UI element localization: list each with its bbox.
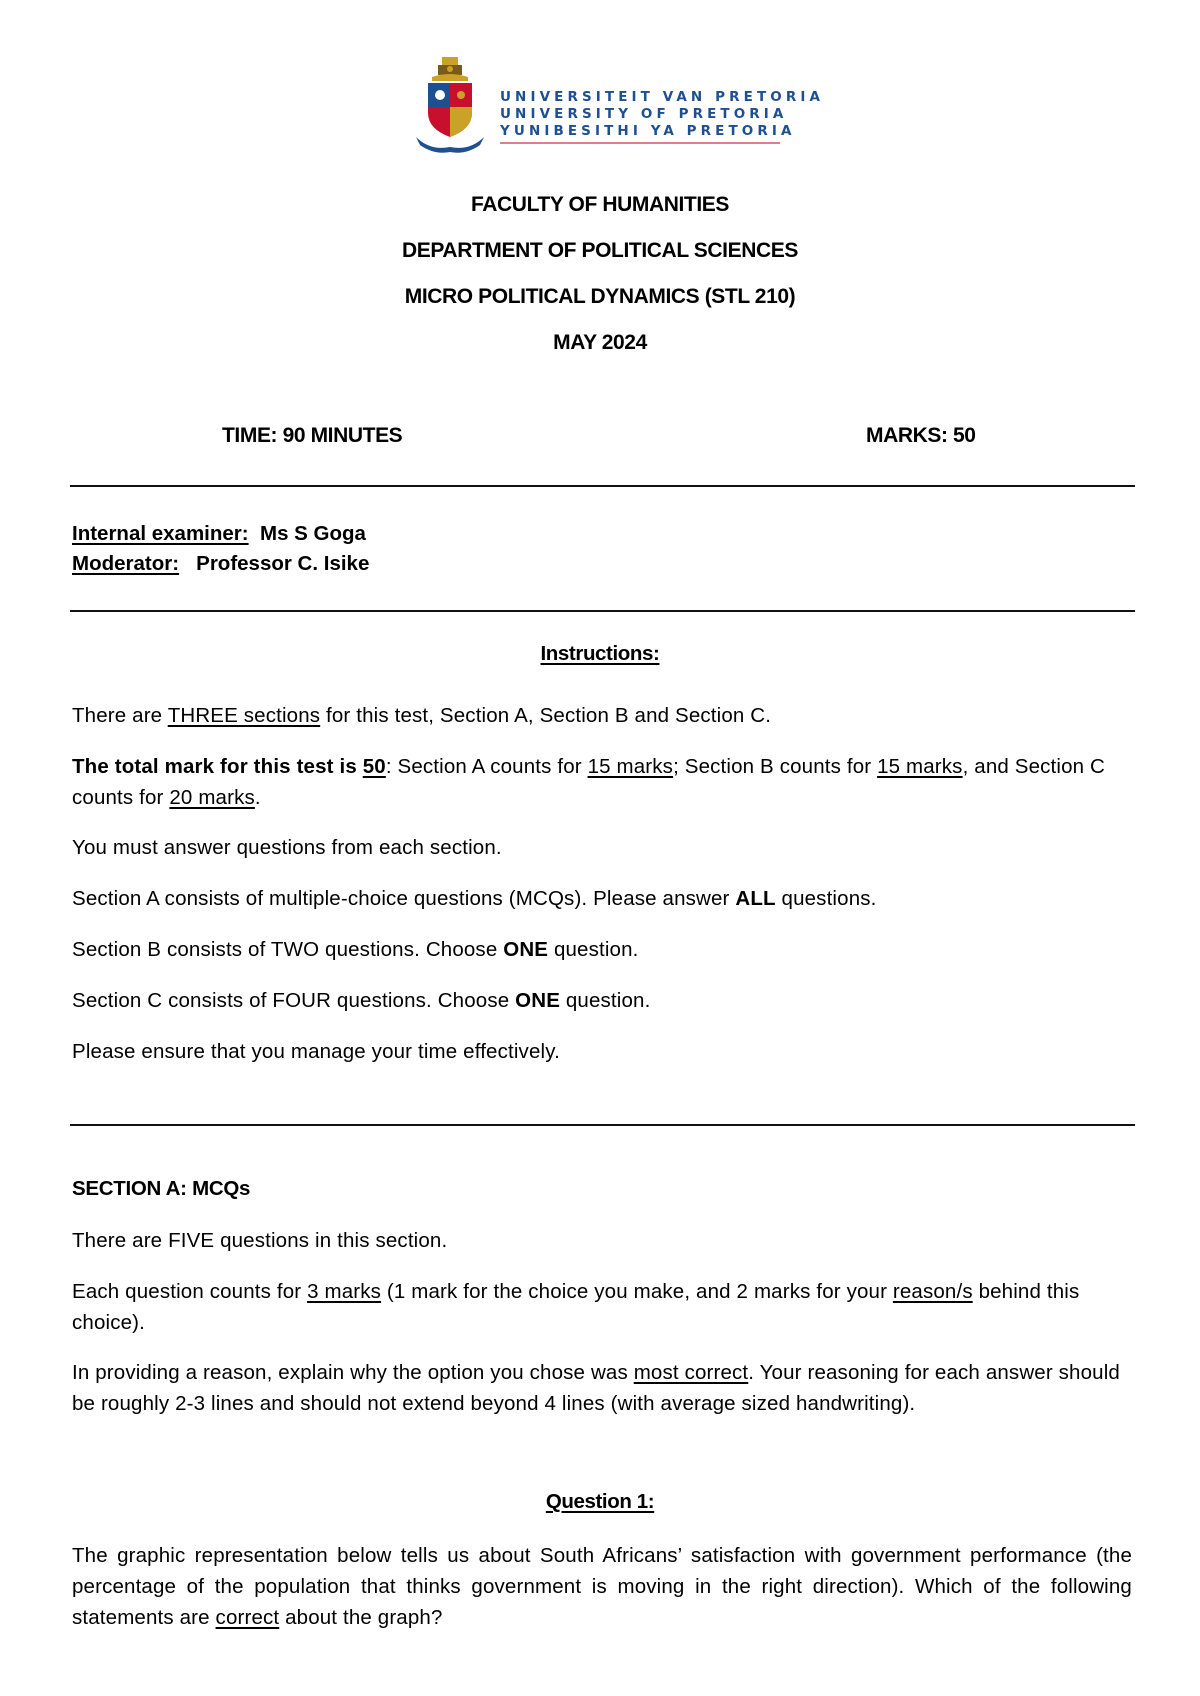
text: question.	[548, 938, 639, 961]
module-title: MICRO POLITICAL DYNAMICS (STL 210)	[404, 285, 796, 308]
text: There are	[72, 704, 168, 727]
logo-line-english: UNIVERSITY OF PRETORIA	[500, 106, 788, 122]
instructions-heading: Instructions:	[540, 642, 660, 665]
question-marks: 3 marks	[307, 1280, 382, 1303]
text: for this test, Section A, Section B and Section C.	[320, 704, 772, 727]
emphasis-one: ONE	[503, 938, 549, 961]
logo-line-afrikaans: UNIVERSITEIT VAN PRETORIA	[500, 89, 824, 105]
section-a-heading: SECTION A: MCQs	[72, 1177, 251, 1200]
faculty-title: FACULTY OF HUMANITIES	[471, 193, 729, 216]
divider-1	[70, 485, 1135, 487]
instructions-p4	[72, 883, 1132, 914]
internal-examiner-row	[72, 519, 369, 549]
internal-examiner-name: Ms S Goga	[260, 522, 366, 545]
correct-emphasis: correct	[215, 1606, 280, 1629]
department-title: DEPARTMENT OF POLITICAL SCIENCES	[402, 239, 798, 262]
text: Section C consists of FOUR questions. Choose	[72, 989, 516, 1012]
reasons-emphasis: reason/s	[892, 1280, 973, 1303]
emphasis-all: ALL	[735, 887, 776, 910]
text: (1 mark for the choice you make, and 2 marks for your	[381, 1280, 893, 1303]
section-b-marks: 15 marks	[877, 755, 963, 778]
text: , and Section C counts for	[72, 755, 1106, 809]
instructions-p1	[72, 700, 1132, 731]
instructions-p5	[72, 934, 1132, 965]
question-1-heading: Question 1:	[545, 1490, 655, 1513]
emphasis-one: ONE	[515, 989, 561, 1012]
total-mark-label: The total mark for this test is	[72, 755, 363, 778]
section-a-p1: There are FIVE questions in this section.	[72, 1229, 448, 1252]
internal-examiner-label: Internal examiner:	[72, 522, 249, 545]
university-logo	[410, 55, 824, 155]
text: behind this choice).	[72, 1280, 1080, 1334]
text: about the graph?	[279, 1606, 443, 1629]
section-a-p2	[72, 1276, 1132, 1338]
logo-divider	[500, 142, 780, 144]
examiners-block	[72, 519, 369, 579]
exam-marks: MARKS: 50	[866, 424, 976, 447]
text: Each question counts for	[72, 1280, 308, 1303]
text: In providing a reason, explain why the option you chose was	[72, 1361, 634, 1384]
divider-3	[70, 1124, 1135, 1126]
moderator-row	[72, 549, 369, 579]
text: Section A consists of multiple-choice questions (MCQs). Please answer	[72, 887, 736, 910]
exam-time: TIME: 90 MINUTES	[222, 424, 403, 447]
university-crest-icon	[410, 55, 490, 155]
text: ; Section B counts for	[673, 755, 878, 778]
section-c-marks: 20 marks	[169, 786, 255, 809]
text: . Your reasoning for each answer should be roughly 2-3 lines and should not extend beyond 4 lines (with average sized handwriting).	[72, 1361, 1120, 1415]
most-correct-emphasis: most correct	[633, 1361, 749, 1384]
text: question.	[560, 989, 651, 1012]
moderator-label: Moderator:	[72, 552, 180, 575]
section-a-marks: 15 marks	[587, 755, 674, 778]
text: : Section A counts for	[385, 755, 588, 778]
instructions-p7: Please ensure that you manage your time effectively.	[72, 1040, 560, 1063]
text: The graphic representation below tells us about South Africans’ satisfaction with government performance (the percentage of the population that thinks government is moving in the right direction). Which of the following statements are	[72, 1544, 1132, 1629]
three-sections: THREE sections	[167, 704, 321, 727]
question-1-text	[72, 1540, 1132, 1633]
text: questions.	[775, 887, 877, 910]
instructions-p3: You must answer questions from each section.	[72, 836, 502, 859]
divider-2	[70, 610, 1135, 612]
total-mark-value: 50	[362, 755, 386, 778]
text: Section B consists of TWO questions. Choose	[72, 938, 504, 961]
text: .	[254, 786, 261, 809]
logo-line-sepedi: YUNIBESITHI YA PRETORIA	[500, 123, 796, 139]
section-a-p3	[72, 1357, 1132, 1419]
exam-date: MAY 2024	[553, 331, 647, 354]
moderator-name: Professor C. Isike	[196, 552, 370, 575]
instructions-p2	[72, 751, 1132, 813]
instructions-p6	[72, 985, 1132, 1016]
